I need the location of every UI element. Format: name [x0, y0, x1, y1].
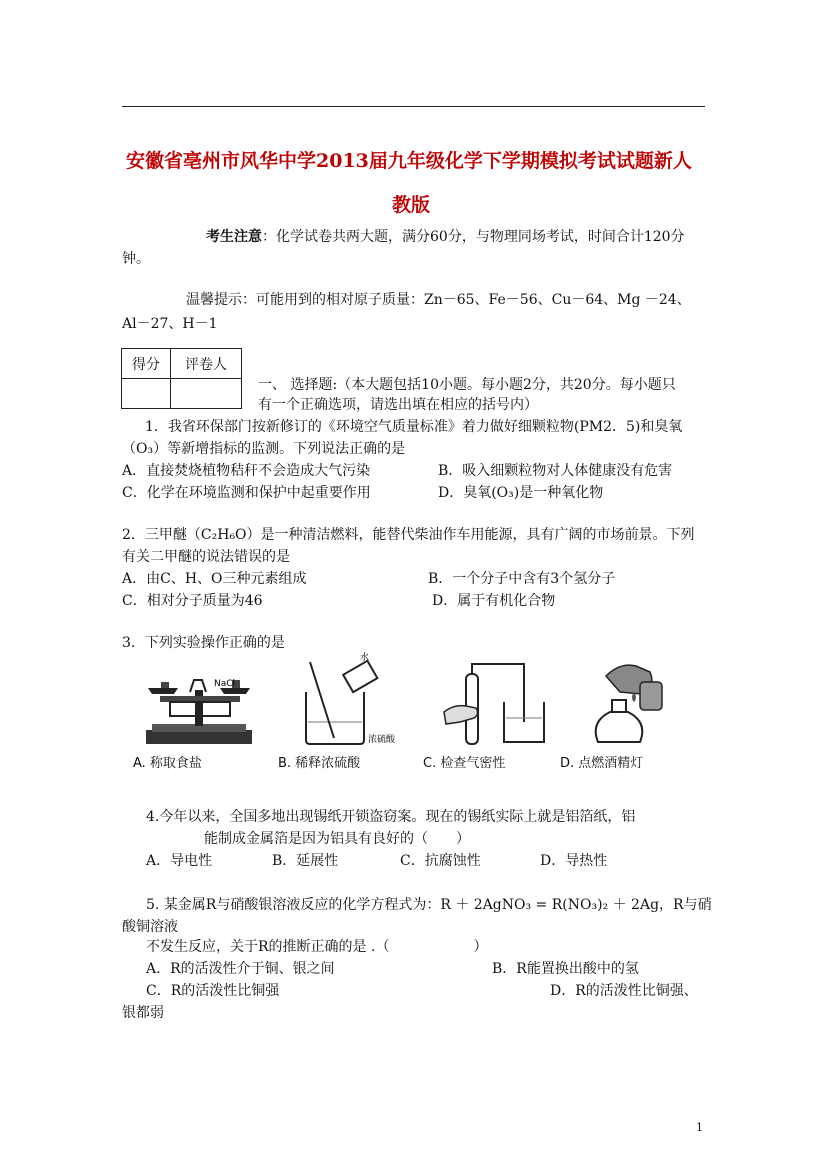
- q4-stem-cont: 能制成金属箔是因为铝具有良好的（ ）: [204, 831, 470, 847]
- q5-option-d-cont: 银都弱: [122, 1005, 164, 1021]
- q3-stem: 3．下列实验操作正确的是: [122, 635, 285, 651]
- q4-option-c: C．抗腐蚀性: [400, 853, 481, 869]
- q5-option-a: A．R的活泼性介于铜、银之间: [146, 961, 335, 977]
- q2-option-d: D．属于有机化合物: [432, 593, 556, 609]
- nacl-label: NaCl: [214, 679, 236, 689]
- q4-option-d: D．导热性: [540, 853, 608, 869]
- q2-stem: 2．三甲醚（C₂H₆O）是一种清洁燃料，能替代柴油作车用能源，具有广阔的市场前景。下列: [122, 527, 695, 543]
- notice-label: 考生注意: [206, 229, 262, 245]
- q4-option-a: A．导电性: [146, 853, 213, 869]
- q2-option-b: B．一个分子中含有3个氢分子: [428, 571, 616, 587]
- q5-stem-cont: 酸铜溶液: [122, 919, 178, 935]
- hint-line: 温馨提示：可能用到的相对原子质量：Zn－65、Fe－56、Cu－64、Mg －24、: [186, 292, 691, 308]
- score-header: 得分: [122, 349, 171, 379]
- notice-line: [206, 226, 685, 246]
- notice-text-cont: 钟。: [122, 251, 150, 267]
- q1-option-a: A．直接焚烧植物秸秆不会造成大气污染: [122, 463, 371, 479]
- q1-stem-cont: （O₃）等新增指标的监测。下列说法正确的是: [122, 441, 406, 457]
- q3-caption-c: C. 检查气密性: [423, 756, 506, 771]
- q5-stem-cont2: 不发生反应，关于R的推断正确的是 .（ ）: [146, 939, 488, 955]
- header-rule: [122, 106, 705, 107]
- q1-option-c: C．化学在环境监测和保护中起重要作用: [122, 485, 371, 501]
- section1-heading: 一、 选择题:（本大题包括10小题。每小题2分，共20分。每小题只: [258, 377, 676, 393]
- water-label: 水: [360, 653, 370, 663]
- grader-header: 评卷人: [171, 349, 242, 379]
- dilution-figure: [290, 652, 400, 752]
- acid-label: 浓硫酸: [368, 735, 396, 745]
- q2-stem-cont: 有关二甲醚的说法错误的是: [122, 549, 290, 565]
- q4-stem: 4.今年以来，全国多地出现锡纸开锁盗窃案。现在的锡纸实际上就是铝箔纸，铝: [146, 809, 636, 825]
- score-cell[interactable]: [122, 379, 171, 409]
- balance-figure: [140, 652, 260, 752]
- page-number: 1: [696, 1121, 703, 1134]
- hint-line-cont: Al－27、H－1: [122, 316, 218, 332]
- q4-option-b: B．延展性: [272, 853, 339, 869]
- q3-caption-a: A. 称取食盐: [133, 756, 202, 771]
- q5-stem: 5. 某金属R与硝酸银溶液反应的化学方程式为：R ＋ 2AgNO₃ = R(NO₃)₂ ＋ 2Ag，R与硝: [146, 897, 712, 913]
- score-table: [121, 348, 242, 409]
- section1-heading-cont: 有一个正确选项，请选出填在相应的括号内）: [258, 397, 538, 413]
- q2-option-a: A．由C、H、O三种元素组成: [122, 571, 307, 587]
- alcohol-lamp-figure: [580, 652, 670, 752]
- q3-caption-d: D. 点燃酒精灯: [560, 756, 644, 771]
- grader-cell[interactable]: [171, 379, 242, 409]
- q1-stem: 1．我省环保部门按新修订的《环境空气质量标准》着力做好细颗粒物(PM2．5)和臭氧: [145, 419, 683, 435]
- airtightness-figure: [440, 652, 560, 752]
- q5-option-c: C．R的活泼性比铜强: [146, 983, 280, 999]
- q3-caption-b: B. 稀释浓硫酸: [278, 756, 361, 771]
- q5-option-d: D．R的活泼性比铜强、: [550, 983, 698, 999]
- document-title-cont: 教版: [392, 194, 431, 216]
- notice-text: ：化学试卷共两大题，满分60分，与物理同场考试，时间合计120分: [262, 229, 685, 245]
- q1-option-d: D．臭氧(O₃)是一种氧化物: [438, 485, 604, 501]
- q1-option-b: B．吸入细颗粒物对人体健康没有危害: [438, 463, 673, 479]
- q5-option-b: B．R能置换出酸中的氢: [492, 961, 639, 977]
- q2-option-c: C．相对分子质量为46: [122, 593, 263, 609]
- document-title: 安徽省亳州市风华中学2013届九年级化学下学期模拟考试试题新人: [126, 150, 692, 172]
